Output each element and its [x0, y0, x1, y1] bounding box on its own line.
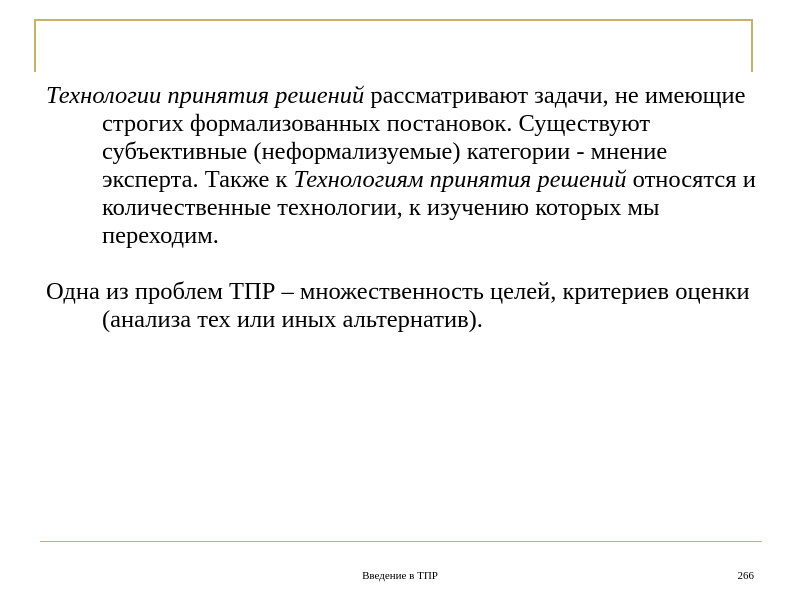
paragraph-text: Одна из проблем ТПР – множественность целей, критериев оценки (анализа тех или иных альтернатив). [46, 278, 750, 333]
footer-title: Введение в ТПР [362, 570, 438, 582]
paragraph-2 [46, 278, 766, 334]
footer-divider [40, 541, 762, 542]
page-number: 266 [737, 570, 754, 582]
term-italic: Технологиям принятия решений [293, 166, 627, 193]
paragraph-text: рассматривают задачи, не имеющие строгих формализованных постановок. Существуют субъективные (неформализуемые) категории - мнение эксперта. Также к [102, 82, 746, 193]
frame-left-line [34, 19, 36, 72]
paragraph-text: относятся и количественные технологии, к изучению которых мы переходим. [102, 166, 756, 249]
frame-right-line [751, 19, 753, 72]
slide-body [46, 82, 766, 362]
term-italic: Технологии принятия решений [46, 82, 365, 109]
paragraph-1 [46, 82, 766, 250]
frame-top-line [34, 19, 753, 21]
